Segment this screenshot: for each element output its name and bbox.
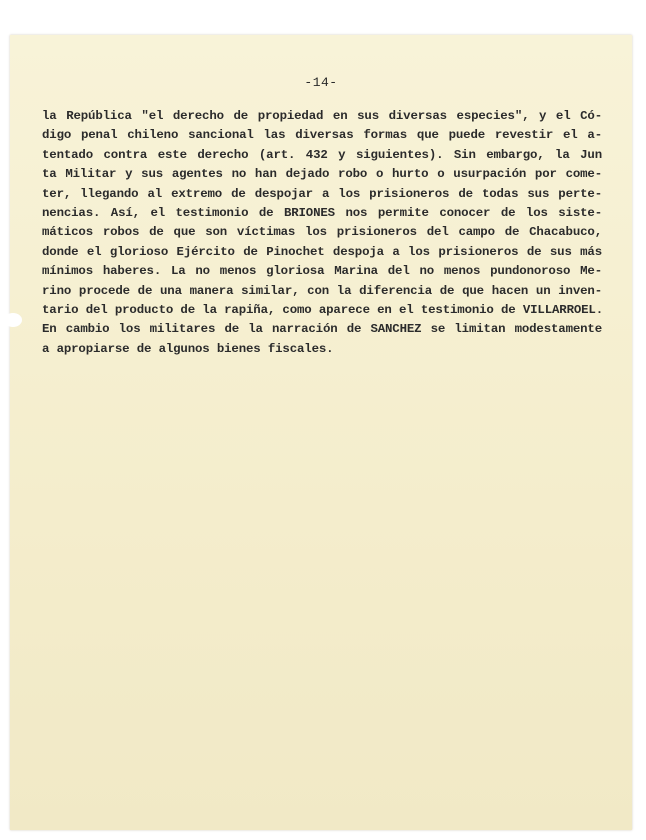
text-line: En cambio los militares de la narración de SANCHEZ se limitan modestamente (42, 322, 602, 337)
text-line: rino procede de una manera similar, con la diferencia de que hacen un inven- (42, 283, 602, 298)
body-paragraph (42, 107, 602, 359)
text-line: mínimos haberes. La no menos gloriosa Marina del no menos pundonoroso Me- (42, 264, 602, 279)
text-line: tentado contra este derecho (art. 432 y siguientes). Sin embargo, la Jun (42, 147, 602, 162)
text-line: digo penal chileno sancional las diversas formas que puede revestir el a- (42, 128, 602, 143)
text-line: ta Militar y sus agentes no han dejado robo o hurto o usurpación por come- (42, 167, 602, 182)
text-line: máticos robos de que son víctimas los prisioneros del campo de Chacabuco, (42, 225, 602, 240)
text-line: a apropiarse de algunos bienes fiscales. (42, 341, 334, 356)
page-number: -14- (304, 75, 338, 90)
text-line: tario del producto de la rapiña, como aparece en el testimonio de VILLARROEL. (42, 303, 603, 318)
text-line: nencias. Así, el testimonio de BRIONES nos permite conocer de los siste- (42, 206, 602, 221)
document-page (10, 35, 632, 830)
text-line: donde el glorioso Ejército de Pinochet despoja a los prisioneros de sus más (42, 244, 602, 259)
text-line: la República "el derecho de propiedad en sus diversas especies", y el Có- (42, 109, 602, 123)
text-line: ter, llegando al extremo de despojar a los prisioneros de todas sus perte- (42, 186, 602, 201)
punch-hole (4, 313, 22, 327)
